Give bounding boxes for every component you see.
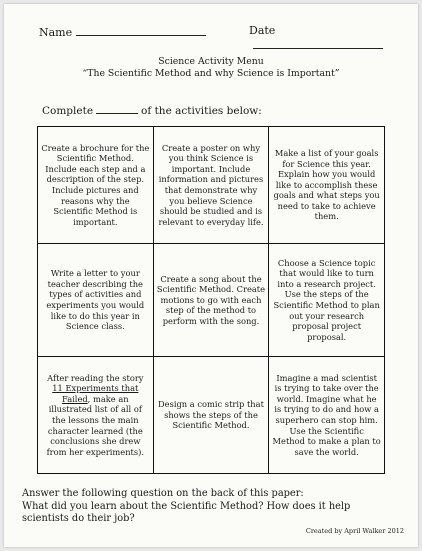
menu-subtitle: “The Scientific Method and why Science is Important” bbox=[82, 68, 340, 79]
book-title: 11 Experiments that Failed bbox=[52, 383, 139, 404]
activity-cell: Design a comic strip that shows the steps of the Scientific Method. bbox=[153, 357, 269, 474]
activity-cell: Choose a Science topic that would like to turn into a research project. Use the steps of the Scientific Method to plan out your research proposal project proposal. bbox=[269, 244, 385, 357]
activity-cell: Create a poster on why you think Science is important. Include information and pictures that demonstrate why you believe Science should be studied and is relevant to everyday life. bbox=[153, 127, 269, 244]
activity-cell: Create a song about the Scientific Method. Create motions to go with each step of the method to perform with the song. bbox=[153, 244, 269, 357]
instructions bbox=[42, 104, 262, 117]
count-blank-line bbox=[96, 104, 138, 114]
date-blank-line bbox=[253, 37, 383, 49]
worksheet-page bbox=[4, 4, 418, 547]
activity-cell: Write a letter to your teacher describing the types of activities and experiments you would like to do this year in Science class. bbox=[38, 244, 154, 357]
activity-cell bbox=[38, 357, 154, 474]
activity-text: , make an illustrated list of all of the lessons the main character learned (the conclusions she drew from her experiments). bbox=[46, 393, 145, 457]
name-date-row bbox=[39, 24, 398, 40]
activity-grid bbox=[37, 126, 385, 474]
date-label: Date bbox=[249, 24, 276, 37]
instructions-before: Complete bbox=[42, 105, 94, 117]
activity-cell: Make a list of your goals for Science this year. Explain how you would like to accomplish these goals and what steps you need to take to achieve them. bbox=[269, 127, 385, 244]
activity-cell: Imagine a mad scientist is trying to take over the world. Imagine what he is trying to do and how a superhero can stop him. Use the Scientific Method to make a plan to save the world. bbox=[269, 357, 385, 474]
answer-question bbox=[22, 488, 398, 526]
instructions-after: of the activities below: bbox=[141, 105, 262, 117]
title-block bbox=[4, 56, 418, 80]
activity-text: After reading the story bbox=[47, 372, 144, 383]
answer-instruction: Answer the following question on the back of this paper: bbox=[22, 488, 304, 499]
name-label: Name bbox=[39, 26, 73, 39]
credit-text: Created by April Walker 2012 bbox=[305, 527, 404, 535]
activity-cell: Create a brochure for the Scientific Method. Include each step and a description of the step. Include pictures and reasons why the Scientific Method is important. bbox=[38, 127, 154, 244]
question-text: What did you learn about the Scientific Method? How does it help scientists do their job? bbox=[22, 500, 351, 524]
menu-title: Science Activity Menu bbox=[158, 56, 264, 67]
name-blank-line bbox=[76, 24, 206, 36]
